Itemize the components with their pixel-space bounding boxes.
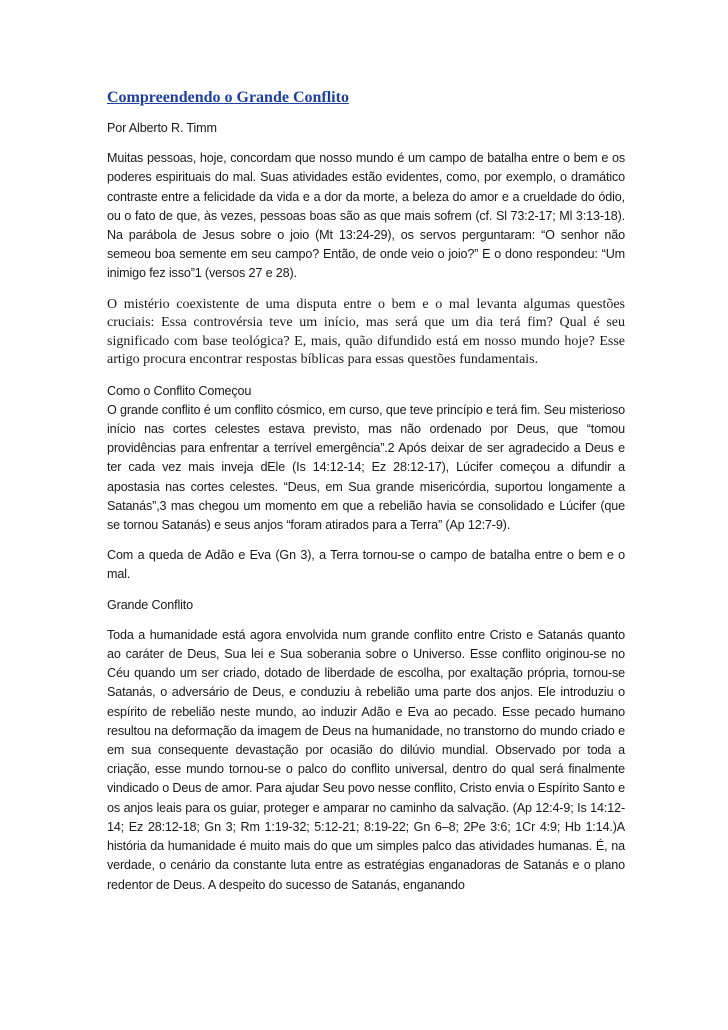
mystery-paragraph: O mistério coexistente de uma disputa entre o bem e o mal levanta algumas questões cruciais: Essa controvérsia teve um início, mas será que um dia terá fim? Qual é seu significado com base teológica? E, mais, quão difundido está em nosso mundo hoje? Esse artigo procura encontrar respostas bíblicas para essas questões fundamentais. — [107, 296, 625, 368]
section-2-heading: Grande Conflito — [107, 597, 193, 612]
section-2-paragraph: Toda a humanidade está agora envolvida num grande conflito entre Cristo e Satanás quanto ao caráter de Deus, Sua lei e Sua soberania sobre o Universo. Esse conflito originou-se no Céu quando um ser criado, dotado de liberdade de escolha, por exaltação própria, tornou-se Satanás, o adversário de Deus, e conduziu à rebelião uma parte dos anjos. Ele introduziu o espírito de rebelião neste mundo, ao induzir Adão e Eva ao pecado. Esse pecado humano resultou na deformação da imagem de Deus na humanidade, no transtorno do mundo criado e em sua consequente devastação por ocasião do dilúvio mundial. Observado por toda a criação, esse mundo tornou-se o palco do conflito universal, dentro do qual será finalmente vindicado o Deus de amor. Para ajudar Seu povo nesse conflito, Cristo envia o Espírito Santo e os anjos leais para os guiar, proteger e amparar no caminho da salvação. (Ap 12:4-9; Is 14:12-14; Ez 28:12-18; Gn 3; Rm 1:19-32; 5:12-21; 8:19-22; Gn 6–8; 2Pe 3:6; 1Cr 4:9; Hb 1:14.)A história da humanidade é muito mais do que um simples palco das atividades humanas. É, na verdade, o cenário da constante luta entre as estratégias enganadoras de Satanás e o plano redentor de Deus. A despeito do sucesso de Satanás, enganando — [107, 627, 625, 892]
fall-paragraph: Com a queda de Adão e Eva (Gn 3), a Terra tornou-se o campo de batalha entre o bem e o mal. — [107, 548, 625, 582]
intro-paragraph: Muitas pessoas, hoje, concordam que nosso mundo é um campo de batalha entre o bem e os poderes espirituais do mal. Suas atividades estão evidentes, como, por exemplo, o dramático contraste entre a felicidade da vida e a dor da morte, a beleza do amor e a crueldade do ódio, ou o fato de que, às vezes, pessoas boas são as que mais sofrem (cf. Sl 73:2-17; Ml 3:13-18). Na parábola de Jesus sobre o joio (Mt 13:24-29), os servos perguntaram: “O senhor não semeou boa semente em seu campo? Então, de onde veio o joio?” E o dono respondeu: “Um inimigo fez isso”1 (versos 27 e 28). — [107, 151, 625, 281]
section-1-paragraph: O grande conflito é um conflito cósmico, em curso, que teve princípio e terá fim. Seu misterioso início nas cortes celestes estava previsto, mas não ordenado por Deus, que “tomou providências para enfrentar a terrível emergência”.2 Após deixar de ser agradecido a Deus e ter cada vez mais inveja dEle (Is 14:12-14; Ez 28:12-17), Lúcifer começou a difundir a apostasia nas cortes celestes. “Deus, em Sua grande misericórdia, suportou longamente a Satanás”,3 mas chegou um momento em que a rebelião havia se consolidado e Lúcifer (que se tornou Satanás) e seus anjos “foram atirados para a Terra” (Ap 12:7-9). — [107, 402, 625, 533]
author-line: Por Alberto R. Timm — [107, 121, 217, 135]
document-title[interactable]: Compreendendo o Grande Conflito — [107, 89, 349, 106]
document-page — [107, 88, 625, 895]
section-1 — [107, 382, 625, 536]
section-1-heading: Como o Conflito Começou — [107, 383, 252, 398]
